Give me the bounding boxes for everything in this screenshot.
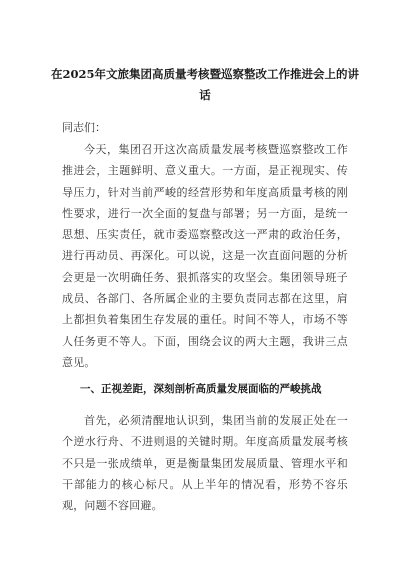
document-title: 在2025年文旅集团高质量考核暨巡察整改工作推进会上的讲话 [50,67,359,102]
body-paragraph-1: 今天，集团召开这次高质量发展考核暨巡察整改工作推进会，主题鲜明、意义重大。一方面，是正视现实、传导压力，针对当前严峻的经营形势和年度高质量考核的刚性要求，进行一次全面的复盘与部署；另一方面，是统一思想、压实责任，就市委巡察整改这一严肃的政治任务，进行再动员、再深化。可以说，这是一次直面问题的分析会更是一次明确任务、狠抓落实的攻坚会。集团领导班子成员、各部门、各所属企业的主要负责同志都在这里，肩上都担负着集团生存发展的重任。时间不等人，市场不等人任务更不等人。下面，围绕会议的两大主题，我讲三点意见。 [62,143,348,369]
section-paragraph-1: 首先，必须清醒地认识到，集团当前的发展正处在一个逆水行舟、不进则退的关键时期。年度高质量发展考核不只是一张成绩单，更是衡量集团发展质量、管理水平和干部能力的核心标尺。从上半年的情况看，形势不容乐观，问题不容回避。 [62,414,348,513]
section-heading-1: 一、正视差距，深刻剖析高质量发展面临的严峻挑战 [80,383,322,395]
salutation: 同志们： [62,121,106,134]
